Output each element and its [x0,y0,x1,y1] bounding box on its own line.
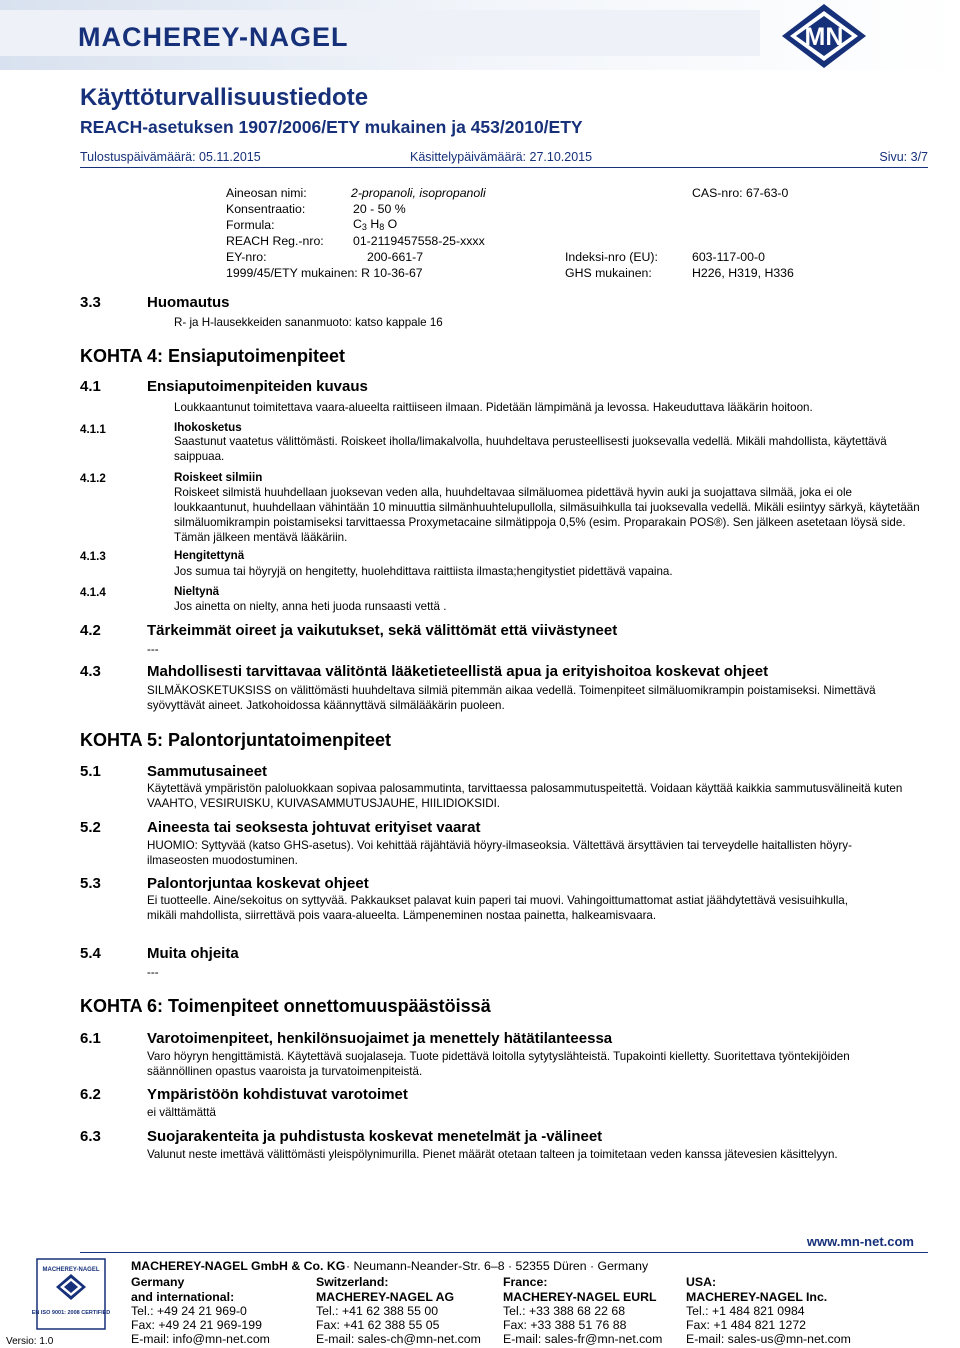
contact-subheading: MACHEREY-NAGEL EURL [503,1290,657,1304]
contact-tel: Tel.: +1 484 821 0984 [686,1304,805,1318]
s51-text: Käytettävä ympäristön paloluokkaan sopivaa palosammutinta, tarvittaessa palosammutuspeitettä. Voidaan käyttää kaikkia sammutusvälineitä kuten VAAHTO, VESIRUISKU, KUIVASAMMUTUSJAUHE, HIILIDIOKSIDI. [147,782,903,810]
mn-logo-icon [778,2,870,70]
index-label: Indeksi-nro (EU): [565,250,658,264]
contact-tel: Tel.: +49 24 21 969-0 [131,1304,247,1318]
brand-name: MACHEREY-NAGEL [78,22,349,52]
page-number: Sivu: 3/7 [879,150,928,164]
formula-value: $C_3$ $H_8$ O [353,217,398,232]
s41-number: 4.1 [80,378,101,395]
s414-number: 4.1.4 [80,586,106,599]
svg-text:EN ISO 9001: 2008 CERTIFIED: EN ISO 9001: 2008 CERTIFIED [31,1310,111,1316]
reach-value: 01-2119457558-25-xxxx [353,234,485,248]
s411-title: Ihokosketus [174,421,242,434]
contact-tel: Tel.: +41 62 388 55 00 [316,1304,439,1318]
handle-date: Käsittelypäivämäärä: 27.10.2015 [410,150,593,164]
section-6-heading: KOHTA 6: Toimenpiteet onnettomuuspäästöissä [80,996,491,1016]
s411-text: Saastunut vaatetus välittömästi. Roiskeet iholla/limakalvolla, huuhdeltava perusteellisesti juoksevalla vedellä. Mikäli mahdollista, käytettävä saippuaa. [174,435,887,463]
contact-email-link[interactable]: E-mail: sales-ch@mn-net.com [316,1332,481,1346]
contact-subheading: MACHEREY-NAGEL AG [316,1290,455,1304]
s41-title: Ensiaputoimenpiteiden kuvaus [147,378,368,395]
meta-line [80,150,928,168]
s63-title: Suojarakenteita ja puhdistusta koskevat menetelmät ja -välineet [147,1128,603,1145]
ghs-label: GHS mukainen: [565,266,652,280]
ey-value: 200-661-7 [367,250,424,264]
print-date: Tulostuspäivämäärä: 05.11.2015 [80,150,261,164]
s412-title: Roiskeet silmiin [174,471,263,484]
s63-text: Valunut neste imettävä välittömästi yleispölynimurilla. Pienet määrät otetaan talteen ja toimitetaan veden kanssa jätevesien käsittelyyn. [147,1148,838,1161]
s413-title: Hengitettynä [174,549,245,562]
s414-title: Nieltynä [174,585,220,598]
contact-tel: Tel.: +33 388 68 22 68 [503,1304,626,1318]
s51-title: Sammutusaineet [147,763,268,780]
s62-title: Ympäristöön kohdistuvat varotoimet [147,1086,408,1103]
s33-text: R- ja H-lausekkeiden sananmuoto: katso kappale 16 [174,316,443,329]
svg-text:MACHEREY-NAGEL: MACHEREY-NAGEL [42,1267,100,1273]
s61-number: 6.1 [80,1030,101,1047]
reach-label: REACH Reg.-nro: [226,234,324,248]
footer-divider [80,1252,928,1253]
s43-text: SILMÄKOSKETUKSISS on välittömästi huuhdeltava silmiä pitemmän aikaa vedellä. Toimenpiteet silmäluomikrampin poistamiseksi. Nimettävä syövyttävät aineet. Jatkohoidossa käännyttävä silmälääkärin puoleen. [147,684,876,712]
header-bar [0,0,960,70]
ey-label: EY-nro: [226,250,267,264]
s412-number: 4.1.2 [80,472,106,485]
s42-number: 4.2 [80,622,101,639]
s33-number: 3.3 [80,294,101,311]
s43-number: 4.3 [80,663,101,680]
document-subtitle: REACH-asetuksen 1907/2006/ETY mukainen ja 453/2010/ETY [80,117,583,137]
header-divider [80,167,928,168]
s54-number: 5.4 [80,945,101,962]
s53-text: Ei tuotteelle. Aine/sekoitus on syttyvää. Pakkaukset palavat kuin paperi tai muovi. Vahingoittumattomat astiat jäähdytettävä vesisuihkulla, mikäli mahdollista, siirrettävä pois vaara-alueelta. Lämpeneminen nostaa painetta, halkeamisvaara. [147,894,848,922]
contact-heading: France: [503,1275,548,1289]
s413-text: Jos sumua tai höyryjä on hengitetty, huolehdittava raittiista ilmasta;hengitystiet pidettävä vapaina. [174,565,673,578]
s41-text: Loukkaantunut toimitettava vaara-alueelta raittiiseen ilmaan. Pidetään lämpimänä ja levossa. Hakeuduttava lääkärin hoitoon. [174,401,813,414]
s63-number: 6.3 [80,1128,101,1145]
s42-title: Tärkeimmät oireet ja vaikutukset, sekä välittömät että viivästyneet [147,622,618,639]
contact-fax: Fax: +1 484 821 1272 [686,1318,806,1332]
section-5-heading: KOHTA 5: Palontorjuntatoimenpiteet [80,730,392,750]
s54-text: --- [147,966,159,979]
s52-number: 5.2 [80,819,101,836]
s43-title: Mahdollisesti tarvittavaa välitöntä lääketieteellistä apua ja erityishoitoa koskevat ohjeet [147,663,769,680]
contact-subheading: and international: [131,1290,235,1304]
contact-email-link[interactable]: E-mail: sales-us@mn-net.com [686,1332,851,1346]
s61-title: Varotoimenpiteet, henkilönsuojaimet ja menettely hätätilanteessa [147,1030,613,1047]
s62-text: ei välttämättä [147,1106,216,1119]
conc-label: Konsentraatio: [226,202,306,216]
s413-number: 4.1.3 [80,550,106,563]
footer-website-link[interactable]: www.mn-net.com [806,1234,914,1249]
contact-fax: Fax: +49 24 21 969-199 [131,1318,262,1332]
contact-fax: Fax: +33 388 51 76 88 [503,1318,627,1332]
s52-text: HUOMIO: Syttyvää (katso GHS-asetus). Voi kehittää räjähtäviä höyry-ilmaseoksia. Vältettävä ärsyttävien tai terveydelle haitallisten höyry-ilmaseosten muodostuminen. [147,839,852,867]
s54-title: Muita ohjeita [147,945,239,962]
contact-email-link[interactable]: E-mail: info@mn-net.com [131,1332,270,1346]
s61-text: Varo höyryn hengittämistä. Käytettävä suojalaseja. Tuote pidettävä loitolla sytytyslähteistä. Tupakointi kielletty. Suoritettava työntekijöiden säännöllinen opastus vaaroista ja turvatoimenpiteistä. [147,1050,850,1078]
ghs-value: H226, H319, H336 [692,266,794,280]
s412-text: Roiskeet silmistä huuhdellaan juoksevan veden alla, huuhdeltavaa silmäluomea pidettävä hyvin auki ja suojattava silmää, joka ei ole loukkaantunut, huuhdellaan vähintään 10 minuuttia silmänhuuhtelupullolla, silmäsuihkulla tai juoksevalla vedellä. Mikäli esiintyy särkyä, käytetään silmäluomikrampin poistamiseksi tarvittaessa Proxymetacaine silmätippoja 0,5% (esim. Proparakain POS®). Sen jälkeen asetetaan löysä side. Tämän jälkeen mentävä lääkäriin. [174,486,920,544]
s414-text: Jos ainetta on nielty, anna heti juoda runsaasti vettä . [174,600,447,613]
s62-number: 6.2 [80,1086,101,1103]
contact-subheading: MACHEREY-NAGEL Inc. [686,1290,828,1304]
s33-title: Huomautus [147,294,230,311]
contact-fax: Fax: +41 62 388 55 05 [316,1318,440,1332]
footer-company: MACHEREY-NAGEL GmbH & Co. KG [131,1259,346,1273]
directive-label: 1999/45/ETY mukainen: R 10-36-67 [226,266,423,280]
footer-address: · Neumann-Neander-Str. 6–8 · 52355 Düren · Germany [346,1259,649,1273]
svg-text:MN: MN [804,23,844,51]
index-value: 603-117-00-0 [692,250,765,264]
contact-email-link[interactable]: E-mail: sales-fr@mn-net.com [503,1332,663,1346]
name-label: Aineosan nimi: [226,186,307,200]
version-label: Versio: 1.0 [6,1336,54,1347]
contact-heading: Germany [131,1275,185,1289]
conc-value: 20 - 50 % [353,202,406,216]
document-title: Käyttöturvallisuustiedote [80,84,369,111]
cas-number: CAS-nro: 67-63-0 [692,186,789,200]
section-4-heading: KOHTA 4: Ensiaputoimenpiteet [80,346,346,366]
s53-number: 5.3 [80,875,101,892]
s53-title: Palontorjuntaa koskevat ohjeet [147,875,369,892]
iso-certificate-badge-icon [31,1258,111,1330]
s42-text: --- [147,643,159,656]
s411-number: 4.1.1 [80,423,106,436]
contact-heading: USA: [686,1275,717,1289]
name-value: 2-propanoli, isopropanoli [351,186,486,200]
contact-heading: Switzerland: [316,1275,389,1289]
s51-number: 5.1 [80,763,101,780]
formula-label: Formula: [226,218,275,232]
s52-title: Aineesta tai seoksesta johtuvat erityiset vaarat [147,819,481,836]
